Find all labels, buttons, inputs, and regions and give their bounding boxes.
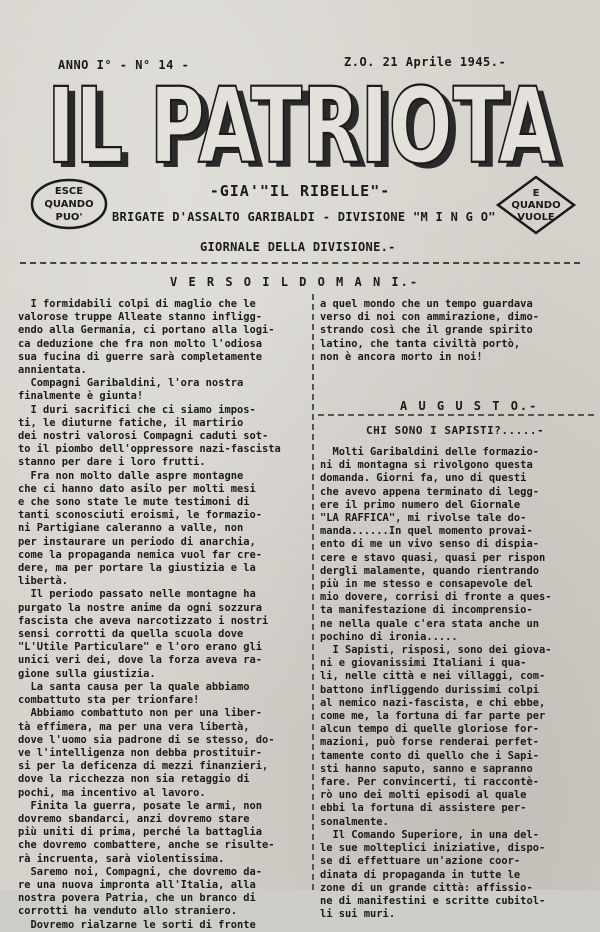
- text-line: purgato la nostre anime da ogni sozzura: [18, 601, 262, 614]
- text-line: "LA RAFFICA", mi rivolse tale do-: [320, 512, 527, 525]
- text-line: a quel mondo che un tempo guardava: [320, 298, 533, 310]
- issue-date: Z.O. 21 Aprile 1945.-: [344, 55, 507, 69]
- text-line: pochino di ironia.....: [320, 630, 458, 643]
- column-divider: [312, 294, 314, 890]
- main-article-author: A U G U S T O.-: [400, 399, 539, 413]
- text-line: valorose truppe Alleate stanno infligg-: [18, 311, 262, 324]
- text-line: corrotti ha venduto allo straniero.: [18, 905, 237, 918]
- text-line: ne di manifestini e scritte cubitol-: [320, 894, 546, 907]
- text-line: verso di noi con ammirazione, dimo-: [320, 311, 539, 324]
- text-line: ta manifestazione di incomprensio-: [320, 604, 533, 617]
- text-line: che avevo appena terminato di legg-: [320, 485, 539, 498]
- text-line: re una nuova impronta all'Italia, alla: [18, 878, 256, 891]
- text-line: Molti Garibaldini delle formazio-: [320, 446, 539, 458]
- main-article-title: V E R S O I L D O M A N I.-: [170, 275, 420, 289]
- subtitle-gia-il-ribelle: -GIA'"IL RIBELLE"-: [209, 182, 391, 200]
- text-line: ento di me un vivo senso di dispia-: [320, 538, 539, 551]
- text-line: gione sulla giustizia.: [18, 667, 156, 680]
- badge-left-line-2: QUANDO: [44, 199, 94, 210]
- text-line: "L'Utile Particulare" e l'oro erano gli: [18, 641, 262, 654]
- text-line: mio dovere, corrisi di fronte a ques-: [320, 591, 552, 604]
- text-line: dei nostri valorosi Compagni caduti sot-: [18, 430, 269, 443]
- text-line: che dovremo combattere, anche se risulte-: [18, 839, 275, 852]
- text-line: cere e stavo quasi, quasi per rispon: [320, 551, 546, 564]
- text-line: combattuto sta per trionfare!: [18, 694, 200, 707]
- header-divider: [20, 262, 580, 264]
- text-line: ere il primo numero del Giornale: [320, 498, 521, 511]
- text-line: dove l'uomo sia padrone di se stesso, do-: [18, 733, 275, 746]
- text-line: più in me stesso e consapevole del: [320, 578, 533, 591]
- masthead-title-face: IL PATRIOTA: [47, 65, 557, 187]
- text-line: Saremo noi, Compagni, che dovremo da-: [18, 865, 262, 878]
- text-line: più uniti di prima, perché la battaglia: [18, 826, 262, 839]
- text-line: endo alla Germania, ci portano alla logi-: [18, 324, 275, 337]
- text-line: to il piombo dell'oppressore nazi-fascista: [18, 443, 281, 456]
- text-line: dove la ricchezza non sia retaggio di: [18, 773, 250, 786]
- text-line: sti hanno saputo, sanno e sapranno: [320, 762, 533, 775]
- text-line: ca deduzione che fra non molto l'odiosa: [18, 337, 262, 350]
- text-line: che ci hanno dato asilo per molti mesi: [18, 482, 256, 495]
- badge-right-line-1: E: [532, 188, 540, 199]
- main-article-right-column: [320, 298, 592, 364]
- text-line: come la propaganda nemica vuol far cre-: [18, 548, 262, 561]
- text-line: dovremo sbandarci, anzi dovremo stare: [18, 812, 250, 825]
- masthead-title-shadow: IL PATRIOTA: [54, 70, 564, 192]
- text-line: strando così che il grande spirito: [320, 324, 533, 337]
- text-line: stanno per dare i loro frutti.: [18, 456, 206, 469]
- text-line: annientata.: [18, 364, 87, 377]
- text-line: nostra povera Patria, che un branco di: [18, 892, 256, 905]
- text-line: Il periodo passato nelle montagne ha: [18, 588, 256, 601]
- text-line: alcun tempo di quelle gloriose for-: [320, 723, 539, 736]
- text-line: ebbi la fortuna di assistere per-: [320, 802, 527, 815]
- journal-line: GIORNALE DELLA DIVISIONE.-: [200, 240, 396, 254]
- second-article-title: CHI SONO I SAPISTI?.....-: [366, 424, 545, 437]
- text-line: latino, che tanta civiltà portò,: [320, 337, 521, 350]
- text-line: battono infliggendo durissimi colpi: [320, 683, 539, 696]
- badge-left-line-3: PUO': [55, 212, 83, 223]
- text-line: sensi corrotti da quella scuola dove: [18, 628, 244, 641]
- text-line: zone di un grande città: affissio-: [320, 881, 533, 894]
- text-line: sua fucina di guerre sarà completamente: [18, 350, 262, 363]
- issue-number: ANNO I° - N° 14 -: [58, 58, 190, 72]
- text-line: rà incruenta, sarà violentissima.: [18, 852, 225, 865]
- text-line: Finita la guerra, posate le armi, non: [18, 799, 262, 812]
- text-line: ti, le diuturne fatiche, il martirio: [18, 416, 244, 429]
- text-line: Fra non molto dalle aspre montagne: [18, 469, 244, 482]
- text-line: finalmente è giunta!: [18, 390, 144, 403]
- main-article-left-column: [18, 298, 310, 932]
- badge-right-line-3: VUOLE: [517, 212, 555, 223]
- text-line: Il Comando Superiore, in una del-: [320, 828, 539, 841]
- text-line: tà effimera, ma per una vera libertà,: [18, 720, 250, 733]
- text-line: La santa causa per la quale abbiamo: [18, 680, 250, 693]
- text-line: Abbiamo combattuto non per una liber-: [18, 707, 262, 720]
- text-line: dinata di propaganda in tutte le: [320, 868, 521, 881]
- text-line: dergli malamente, quando rientrando: [320, 564, 539, 577]
- text-line: manda......In quel momento provai-: [320, 525, 533, 538]
- text-line: sonalmente.: [320, 815, 389, 828]
- text-line: Dovremo rialzarne le sorti di fronte: [18, 918, 256, 931]
- article-divider: [318, 414, 594, 416]
- text-line: I formidabili colpi di maglio che le: [18, 298, 256, 310]
- text-line: tanti sconosciuti eroismi, le formazio-: [18, 509, 262, 522]
- text-line: ne nella quale c'era stata anche un: [320, 617, 539, 630]
- text-line: tamente conto di quello che i Sapi-: [320, 749, 539, 762]
- text-line: ni e giovanissimi Italiani i qua-: [320, 657, 527, 670]
- text-line: ni Partigiane caleranno a valle, non: [18, 522, 244, 535]
- text-line: li, nelle città e nei villaggi, com-: [320, 670, 546, 683]
- text-line: pochi, ma incentivo al lavoro.: [18, 786, 206, 799]
- text-line: I duri sacrifici che ci siamo impos-: [18, 403, 256, 416]
- text-line: I Sapisti, risposi, sono dei giova-: [320, 644, 552, 657]
- badge-right-line-2: QUANDO: [511, 200, 561, 211]
- text-line: mazioni, può forse renderai perfet-: [320, 736, 539, 749]
- text-line: ve l'intelligenza non debba prostituir-: [18, 746, 262, 759]
- text-line: come me, la fortuna di far parte per: [320, 710, 546, 723]
- text-line: domanda. Giorni fa, uno di questi: [320, 472, 527, 485]
- text-line: per instaurare un periodo di anarchia,: [18, 535, 256, 548]
- text-line: non è ancora morto in noi!: [320, 350, 483, 363]
- badge-left-line-1: ESCE: [54, 186, 84, 197]
- text-line: Compagni Garibaldini, l'ora nostra: [18, 377, 244, 390]
- brigade-line: BRIGATE D'ASSALTO GARIBALDI - DIVISIONE "M I N G O": [112, 210, 496, 224]
- text-line: si per la deficenza di mezzi finanzieri,: [18, 760, 269, 773]
- text-line: rò uno dei molti episodi al quale: [320, 789, 527, 802]
- text-line: se di effettuare un'azione coor-: [320, 855, 521, 868]
- text-line: al nemico nazi-fascista, e chi ebbe,: [320, 696, 546, 709]
- text-line: ni di montagna si rivolgono questa: [320, 459, 533, 472]
- text-line: e che sono state le mute testimoni di: [18, 496, 250, 509]
- second-article-body: [320, 446, 592, 921]
- text-line: libertà.: [18, 575, 69, 588]
- text-line: fare. Per convincerti, ti raccontè-: [320, 776, 539, 789]
- text-line: unici veri dei, dove la forza aveva ra-: [18, 654, 262, 667]
- text-line: le sue molteplici iniziative, dispo-: [320, 842, 546, 855]
- text-line: li sui muri.: [320, 908, 396, 921]
- text-line: fascista che aveva narcotizzato i nostri: [18, 614, 269, 627]
- text-line: dere, ma per portare la giustizia e la: [18, 562, 256, 575]
